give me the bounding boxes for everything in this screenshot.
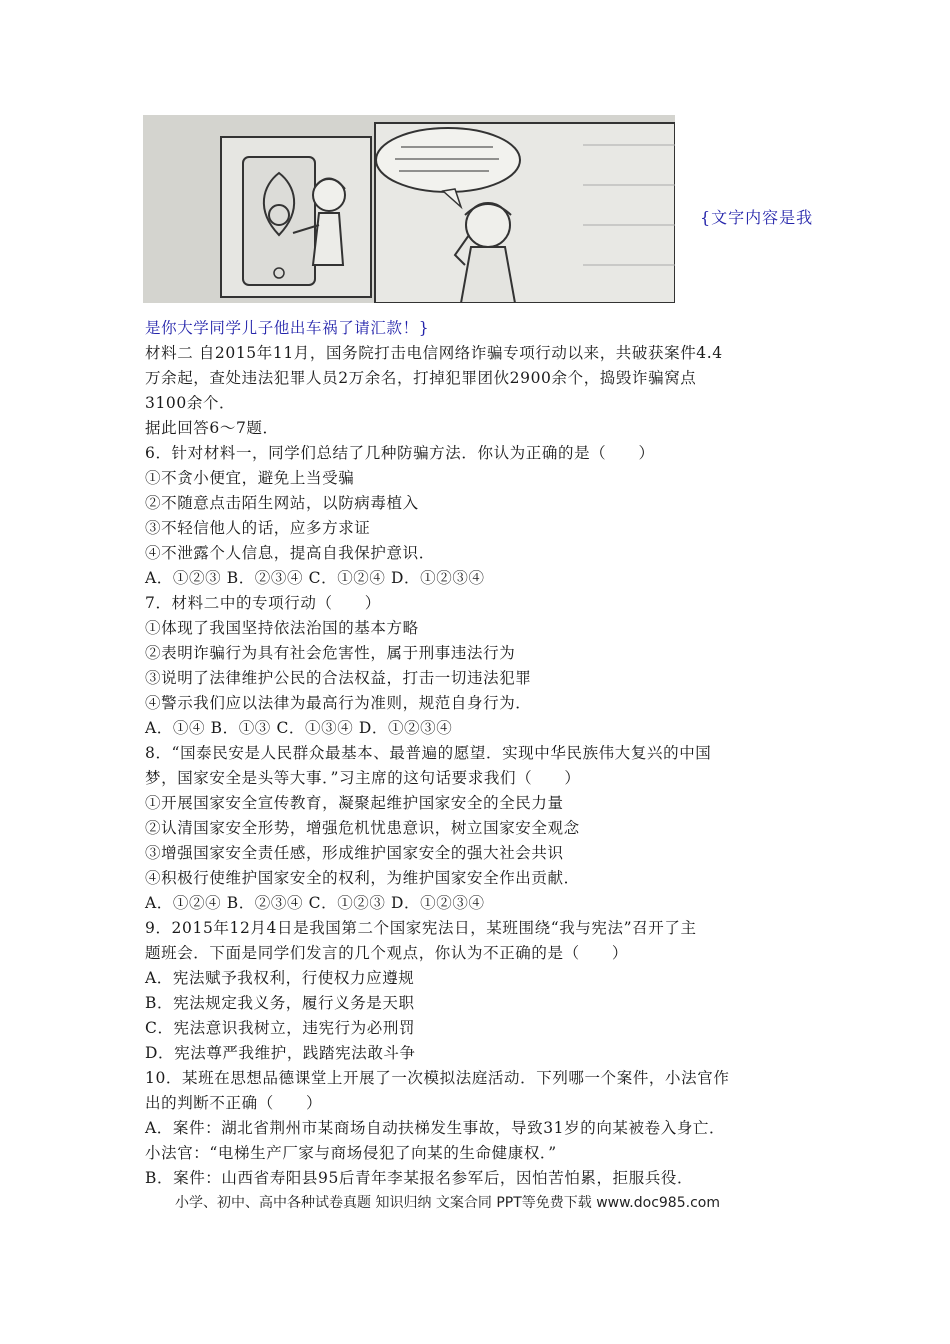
text-line: A．案件：湖北省荆州市某商场自动扶梯发生事故，导致31岁的向某被卷入身亡．	[145, 1119, 726, 1137]
text-line: 7．材料二中的专项行动（ ）	[145, 594, 381, 612]
page-footer: 小学、初中、高中各种试卷真题 知识归纳 文案合同 PPT等免费下载 www.doc985.com	[175, 1195, 720, 1211]
text-line: C．宪法意识我树立，违宪行为必刑罚	[145, 1019, 416, 1037]
text-line: A．宪法赋予我权利，行使权力应遵规	[145, 969, 415, 987]
text-line: ③不轻信他人的话，应多方求证	[145, 519, 371, 537]
text-line: ④警示我们应以法律为最高行为准则，规范自身行为．	[145, 694, 532, 712]
text-line: ④积极行使维护国家安全的权利，为维护国家安全作出贡献．	[145, 869, 580, 887]
text-line: 小法官：“电梯生产厂家与商场侵犯了向某的生命健康权．”	[145, 1144, 557, 1162]
comic-illustration	[143, 115, 675, 303]
text-line: 据此回答6～7题．	[145, 419, 279, 437]
text-line: ③增强国家安全责任感，形成维护国家安全的强大社会共识	[145, 844, 564, 862]
text-line: ①开展国家安全宣传教育，凝聚起维护国家安全的全民力量	[145, 794, 564, 812]
figure-caption-right: {文字内容是我	[700, 208, 814, 227]
text-line: 万余起，查处违法犯罪人员2万余名，打掉犯罪团伙2900余个，捣毁诈骗窝点	[145, 369, 697, 387]
comic-figure	[143, 115, 675, 303]
text-line: 材料二 自2015年11月，国务院打击电信网络诈骗专项行动以来，共破获案件4.4	[145, 344, 723, 362]
text-line: D．宪法尊严我维护，践踏宪法敢斗争	[145, 1044, 416, 1062]
question-text-block	[145, 316, 815, 1191]
text-line: 是你大学同学儿子他出车祸了请汇款！}	[145, 319, 430, 337]
text-line: ①体现了我国坚持依法治国的基本方略	[145, 619, 419, 637]
text-line: A．①②③ B．②③④ C．①②④ D．①②③④	[145, 569, 485, 587]
text-line: 梦，国家安全是头等大事．”习主席的这句话要求我们（ ）	[145, 769, 581, 787]
text-line: ②不随意点击陌生网站，以防病毒植入	[145, 494, 419, 512]
text-line: B．宪法规定我义务，履行义务是天职	[145, 994, 415, 1012]
text-line: ②认清国家安全形势，增强危机忧患意识，树立国家安全观念	[145, 819, 580, 837]
text-line: ①不贪小便宜，避免上当受骗	[145, 469, 355, 487]
text-line: 题班会．下面是同学们发言的几个观点，你认为不正确的是（ ）	[145, 944, 629, 962]
text-line: 9．2015年12月4日是我国第二个国家宪法日，某班围绕“我与宪法”召开了主	[145, 919, 697, 937]
text-line: 8．“国泰民安是人民群众最基本、最普遍的愿望．实现中华民族伟大复兴的中国	[145, 744, 712, 762]
text-line: B．案件：山西省寿阳县95后青年李某报名参军后，因怕苦怕累，拒服兵役．	[145, 1169, 694, 1187]
text-line: ②表明诈骗行为具有社会危害性，属于刑事违法行为	[145, 644, 516, 662]
text-line: A．①②④ B．②③④ C．①②③ D．①②③④	[145, 894, 485, 912]
text-line: 6．针对材料一，同学们总结了几种防骗方法．你认为正确的是（ ）	[145, 444, 655, 462]
text-line: ④不泄露个人信息，提高自我保护意识．	[145, 544, 435, 562]
text-line: ③说明了法律维护公民的合法权益，打击一切违法犯罪	[145, 669, 532, 687]
text-line: 3100余个．	[145, 394, 236, 412]
text-line: A．①④ B．①③ C．①③④ D．①②③④	[145, 719, 453, 737]
text-line: 10．某班在思想品德课堂上开展了一次模拟法庭活动．下列哪一个案件，小法官作	[145, 1069, 730, 1087]
text-line: 出的判断不正确（ ）	[145, 1094, 323, 1112]
